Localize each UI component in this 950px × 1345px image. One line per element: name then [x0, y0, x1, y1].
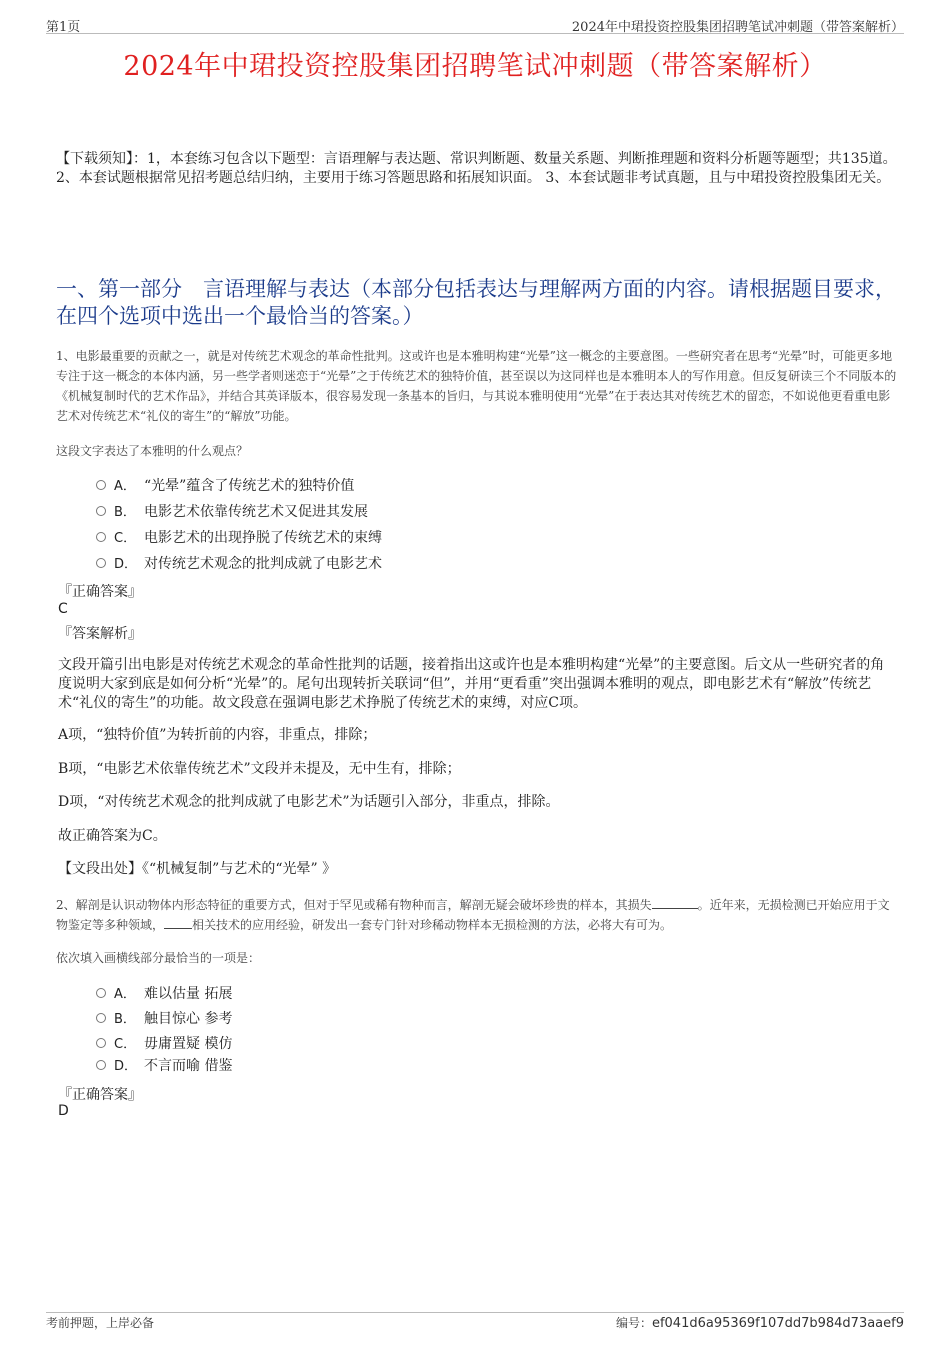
- question-2-answer: D: [58, 1103, 69, 1119]
- question-1-analysis-d: D项，“对传统艺术观念的批判成就了电影艺术”为话题引入部分，非重点，排除。: [58, 794, 560, 810]
- question-1-text: 1、电影最重要的贡献之一，就是对传统艺术观念的革命性批判。这或许也是本雅明构建“光晕”这一概念的主要意图。一些研究者在思考“光晕”时，可能更多地专注于这一概念的本体内涵，另一些学者则迷恋于“光晕”之于传统艺术的独特价值，甚至误以为这同样也是本雅明本人的写作用意。但反复研读三个不同版本的《机械复制时代的艺术作品》，并结合其英译版本，很容易发现一条基本的旨归，与其说本雅明使用“光晕”在于表达其对传统艺术的留恋，不如说他更看重电影艺术对传统艺术“礼仪的寄生”的“解放”功能。: [56, 349, 897, 423]
- question-1-analysis-conclusion: 故正确答案为C。: [58, 828, 167, 844]
- radio-icon[interactable]: [96, 532, 106, 542]
- download-notice: 【下载须知】：1，本套练习包含以下题型：言语理解与表达题、常识判断题、数量关系题、判断推理题和资料分析题等题型；共135道。 2、本套试题根据常见招考题总结归纳，主要用于练习答题思路和拓展知识面。 3、本套试题非考试真题，且与中珺投资控股集团无关。: [56, 151, 897, 186]
- radio-icon[interactable]: [96, 1060, 106, 1070]
- radio-icon[interactable]: [96, 1038, 106, 1048]
- question-1-option-c[interactable]: C． 电影艺术的出现挣脱了传统艺术的束缚: [96, 528, 382, 548]
- question-1-answer: C: [58, 601, 68, 617]
- footer-slogan: 考前押题，上岸必备: [46, 1316, 155, 1330]
- radio-icon[interactable]: [96, 988, 106, 998]
- question-2-prompt: 依次填入画横线部分最恰当的一项是：: [56, 951, 261, 965]
- question-1-analysis-a: A项，“独特价值”为转折前的内容，非重点，排除；: [58, 727, 377, 743]
- question-2-answer-label: 『正确答案』: [58, 1087, 142, 1103]
- question-1-option-a[interactable]: A． “光晕”蕴含了传统艺术的独特价值: [96, 476, 354, 496]
- radio-icon[interactable]: [96, 480, 106, 490]
- question-1-source: 【文段出处】《“机械复制”与艺术的“光晕” 》: [58, 861, 337, 877]
- question-1-prompt: 这段文字表达了本雅明的什么观点？: [56, 444, 249, 458]
- section-title: 一、第一部分 言语理解与表达（本部分包括表达与理解两方面的内容。请根据题目要求，在四个选项中选出一个最恰当的答案。）: [56, 277, 896, 328]
- question-1-option-b[interactable]: B． 电影艺术依靠传统艺术又促进其发展: [96, 502, 368, 522]
- question-1-analysis-b: B项，“电影艺术依靠传统艺术”文段并未提及，无中生有，排除；: [58, 761, 461, 777]
- fill-blank-1: [652, 896, 698, 909]
- header-document-title: 2024年中珺投资控股集团招聘笔试冲刺题（带答案解析）: [571, 20, 904, 35]
- page-title: 2024年中珺投资控股集团招聘笔试冲刺题（带答案解析）: [123, 51, 827, 82]
- question-1-analysis-label: 『答案解析』: [58, 626, 142, 642]
- radio-icon[interactable]: [96, 558, 106, 568]
- question-2-option-b[interactable]: B． 触目惊心 参考: [96, 1009, 232, 1029]
- radio-icon[interactable]: [96, 506, 106, 516]
- question-2-option-c[interactable]: C． 毋庸置疑 模仿: [96, 1034, 232, 1054]
- footer-divider: [46, 1312, 904, 1313]
- fill-blank-2: [164, 916, 192, 929]
- header-page-number: 第1页: [46, 20, 81, 35]
- question-1-answer-label: 『正确答案』: [58, 584, 142, 600]
- question-2-option-d[interactable]: D． 不言而喻 借鉴: [96, 1056, 232, 1076]
- radio-icon[interactable]: [96, 1013, 106, 1023]
- question-1-option-d[interactable]: D． 对传统艺术观念的批判成就了电影艺术: [96, 554, 382, 574]
- question-1-analysis-main: 文段开篇引出电影是对传统艺术观念的革命性批判的话题，接着指出这或许也是本雅明构建“光晕”的主要意图。后文从一些研究者的角度说明大家到底是如何分析“光晕”的。尾句出现转折关联词“但”，并用“更看重”突出强调本雅明的观点，即电影艺术有“解放”传统艺术“礼仪的寄生”的功能。故文段意在强调电影艺术挣脱了传统艺术的束缚，对应C项。: [58, 657, 885, 711]
- footer-code: 编号：ef041d6a95369f107dd7b984d73aaef9: [615, 1316, 904, 1331]
- header-divider: [46, 33, 904, 34]
- question-2-text: 2、解剖是认识动物体内形态特征的重要方式，但对于罕见或稀有物种而言，解剖无疑会破坏珍贵的样本，其损失 。近年来，无损检测已开始应用于文物鉴定等多种领域， 相关技术的应用经验，研发出一套专门针对珍稀动物样本无损检测的方法，必将大有可为。: [56, 898, 890, 932]
- question-2-option-a[interactable]: A． 难以估量 拓展: [96, 984, 232, 1004]
